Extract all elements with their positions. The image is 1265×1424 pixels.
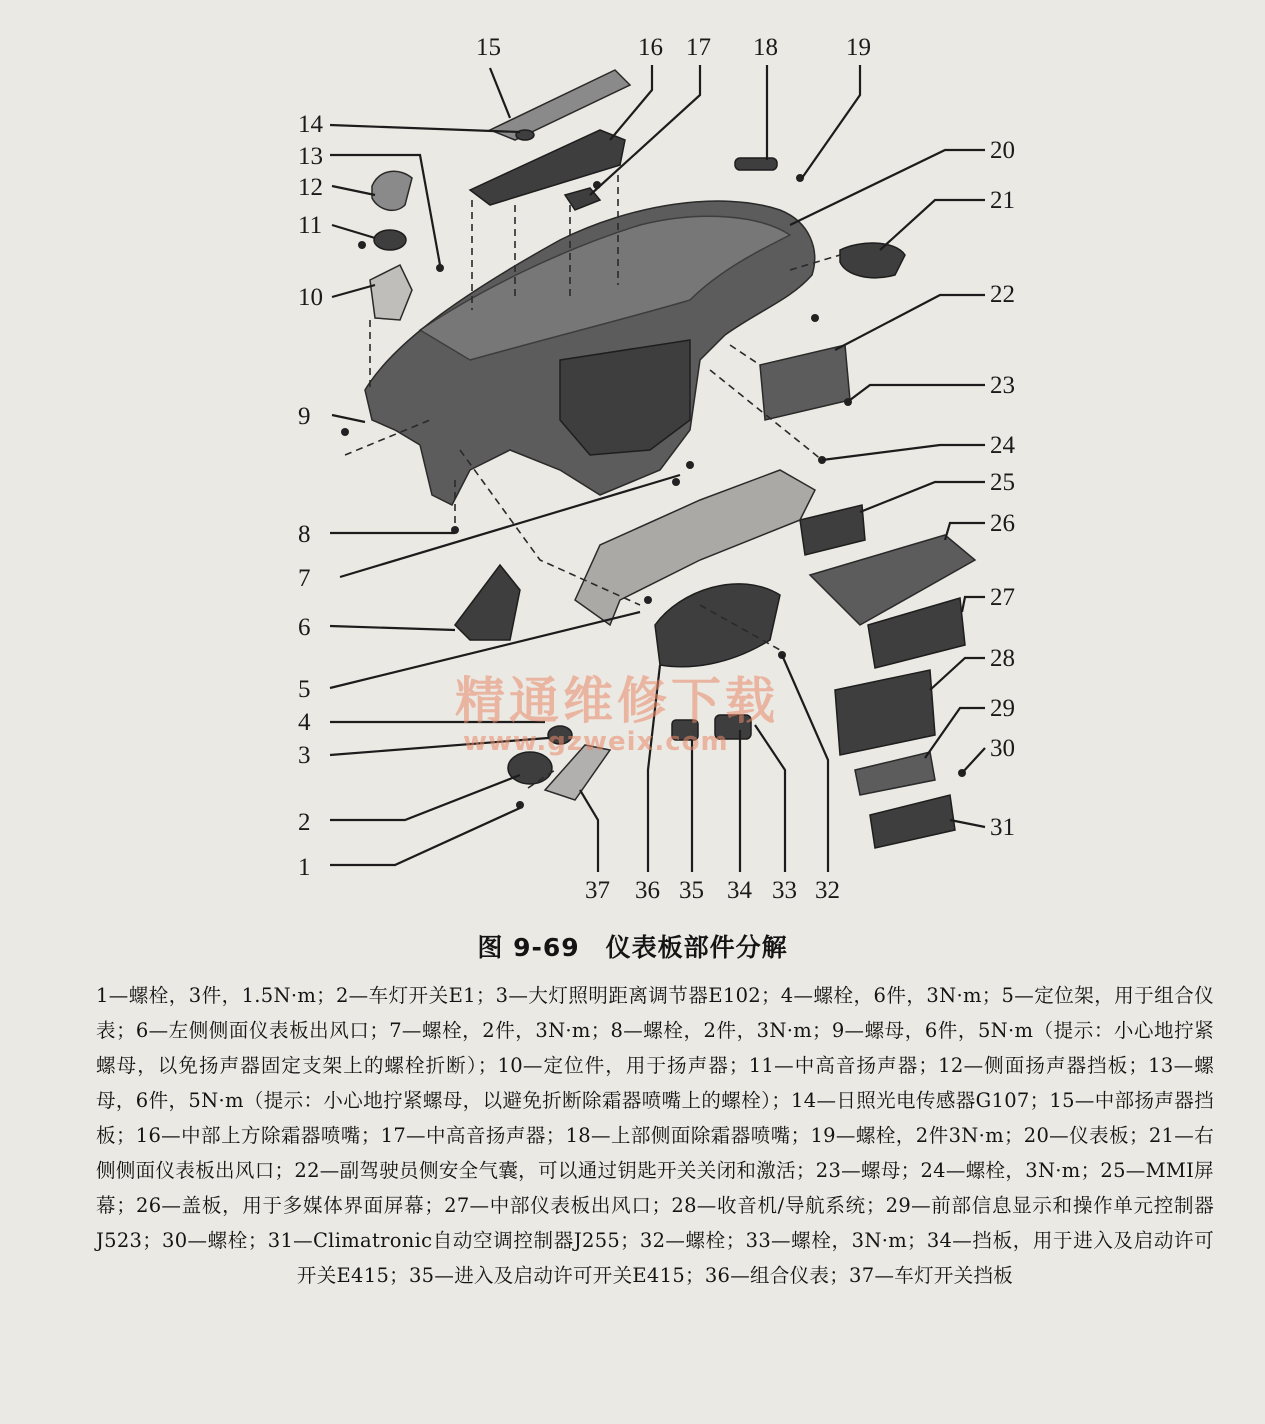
callout-6: 6 [298, 614, 311, 641]
side-speaker-cover [372, 171, 412, 210]
callout-21: 21 [990, 187, 1015, 214]
callout-33: 33 [772, 877, 797, 904]
callout-31: 31 [990, 814, 1015, 841]
callout-25: 25 [990, 469, 1015, 496]
callout-26: 26 [990, 510, 1015, 537]
callout-35: 35 [679, 877, 704, 904]
center-speaker-cover [490, 70, 630, 140]
callout-36: 36 [635, 877, 660, 904]
callout-16: 16 [638, 34, 663, 61]
mmi-screen [800, 505, 865, 555]
tweeter-11 [374, 230, 406, 250]
callout-4: 4 [298, 709, 311, 736]
speaker-mount [370, 265, 412, 320]
callout-34: 34 [727, 877, 752, 904]
callout-9: 9 [298, 403, 311, 430]
watermark-url: www.gzweix.com [463, 727, 729, 757]
callout-11: 11 [298, 212, 323, 239]
callout-5: 5 [298, 676, 311, 703]
upper-defroster [735, 158, 777, 170]
radio-nav [835, 670, 935, 755]
callout-13: 13 [298, 143, 323, 170]
callout-7: 7 [298, 565, 311, 592]
callout-15: 15 [476, 34, 501, 61]
passenger-airbag [760, 345, 850, 420]
callout-19: 19 [846, 34, 871, 61]
callout-37: 37 [585, 877, 610, 904]
front-info-controller [855, 752, 935, 795]
callout-22: 22 [990, 281, 1015, 308]
callout-23: 23 [990, 372, 1015, 399]
callout-12: 12 [298, 174, 323, 201]
callout-10: 10 [298, 284, 323, 311]
callout-27: 27 [990, 584, 1015, 611]
callout-20: 20 [990, 137, 1015, 164]
callout-29: 29 [990, 695, 1015, 722]
watermark [455, 672, 779, 757]
callout-24: 24 [990, 432, 1015, 459]
callout-8: 8 [298, 521, 311, 548]
figure-legend: 1—螺栓，3件，1.5N·m；2—车灯开关E1；3—大灯照明距离调节器E102；4—螺栓，6件，3N·m；5—定位架，用于组合仪表；6—左侧侧面仪表板出风口；7—螺栓，2件，3N·m；8—螺栓，2件，3N·m；9—螺母，6件，5N·m（提示：小心地拧紧螺母，以免扬声器固定支架上的螺栓折断）；10—定位件，用于扬声器；11—中高音扬声器；12—侧面扬声器挡板；13—螺母，6件，5N·m（提示：小心地拧紧螺母，以避免折断除霜器喷嘴上的螺栓）；14—日照光电传感器G107；15—中部扬声器挡板；16—中部上方除霜器喷嘴；17—中高音扬声器；18—上部侧面除霜器喷嘴；19—螺栓，2件3N·m；20—仪表板；21—右侧侧面仪表板出风口；22—副驾驶员侧安全气囊，可以通过钥匙开关关闭和激活；23—螺母；24—螺栓，3N·m；25—MMI屏幕；26—盖板，用于多媒体界面屏幕；27—中部仪表板出风口；28—收音机/导航系统；29—前部信息显示和操作单元控制器J523；30—螺栓；31—Climatronic自动空调控制器J255；32—螺栓；33—螺栓，3N·m；34—挡板，用于进入及启动许可开关E415；35—进入及启动许可开关E415；36—组合仪表；37—车灯开关挡板 [96, 984, 1214, 1287]
figure-caption: 图 9-69 仪表板部件分解 [477, 933, 788, 962]
instrument-cluster [655, 584, 780, 667]
climatronic-controller [870, 795, 955, 848]
watermark-title: 精通维修下载 [455, 672, 779, 730]
defroster-nozzle [470, 130, 625, 205]
callout-18: 18 [753, 34, 778, 61]
callout-17: 17 [686, 34, 711, 61]
callout-14: 14 [298, 111, 323, 138]
callout-2: 2 [298, 809, 311, 836]
right-air-vent [840, 243, 905, 278]
callout-28: 28 [990, 645, 1015, 672]
callout-1: 1 [298, 854, 311, 881]
callout-32: 32 [815, 877, 840, 904]
callout-30: 30 [990, 735, 1015, 762]
callout-3: 3 [298, 742, 311, 769]
left-air-vent [455, 565, 520, 640]
